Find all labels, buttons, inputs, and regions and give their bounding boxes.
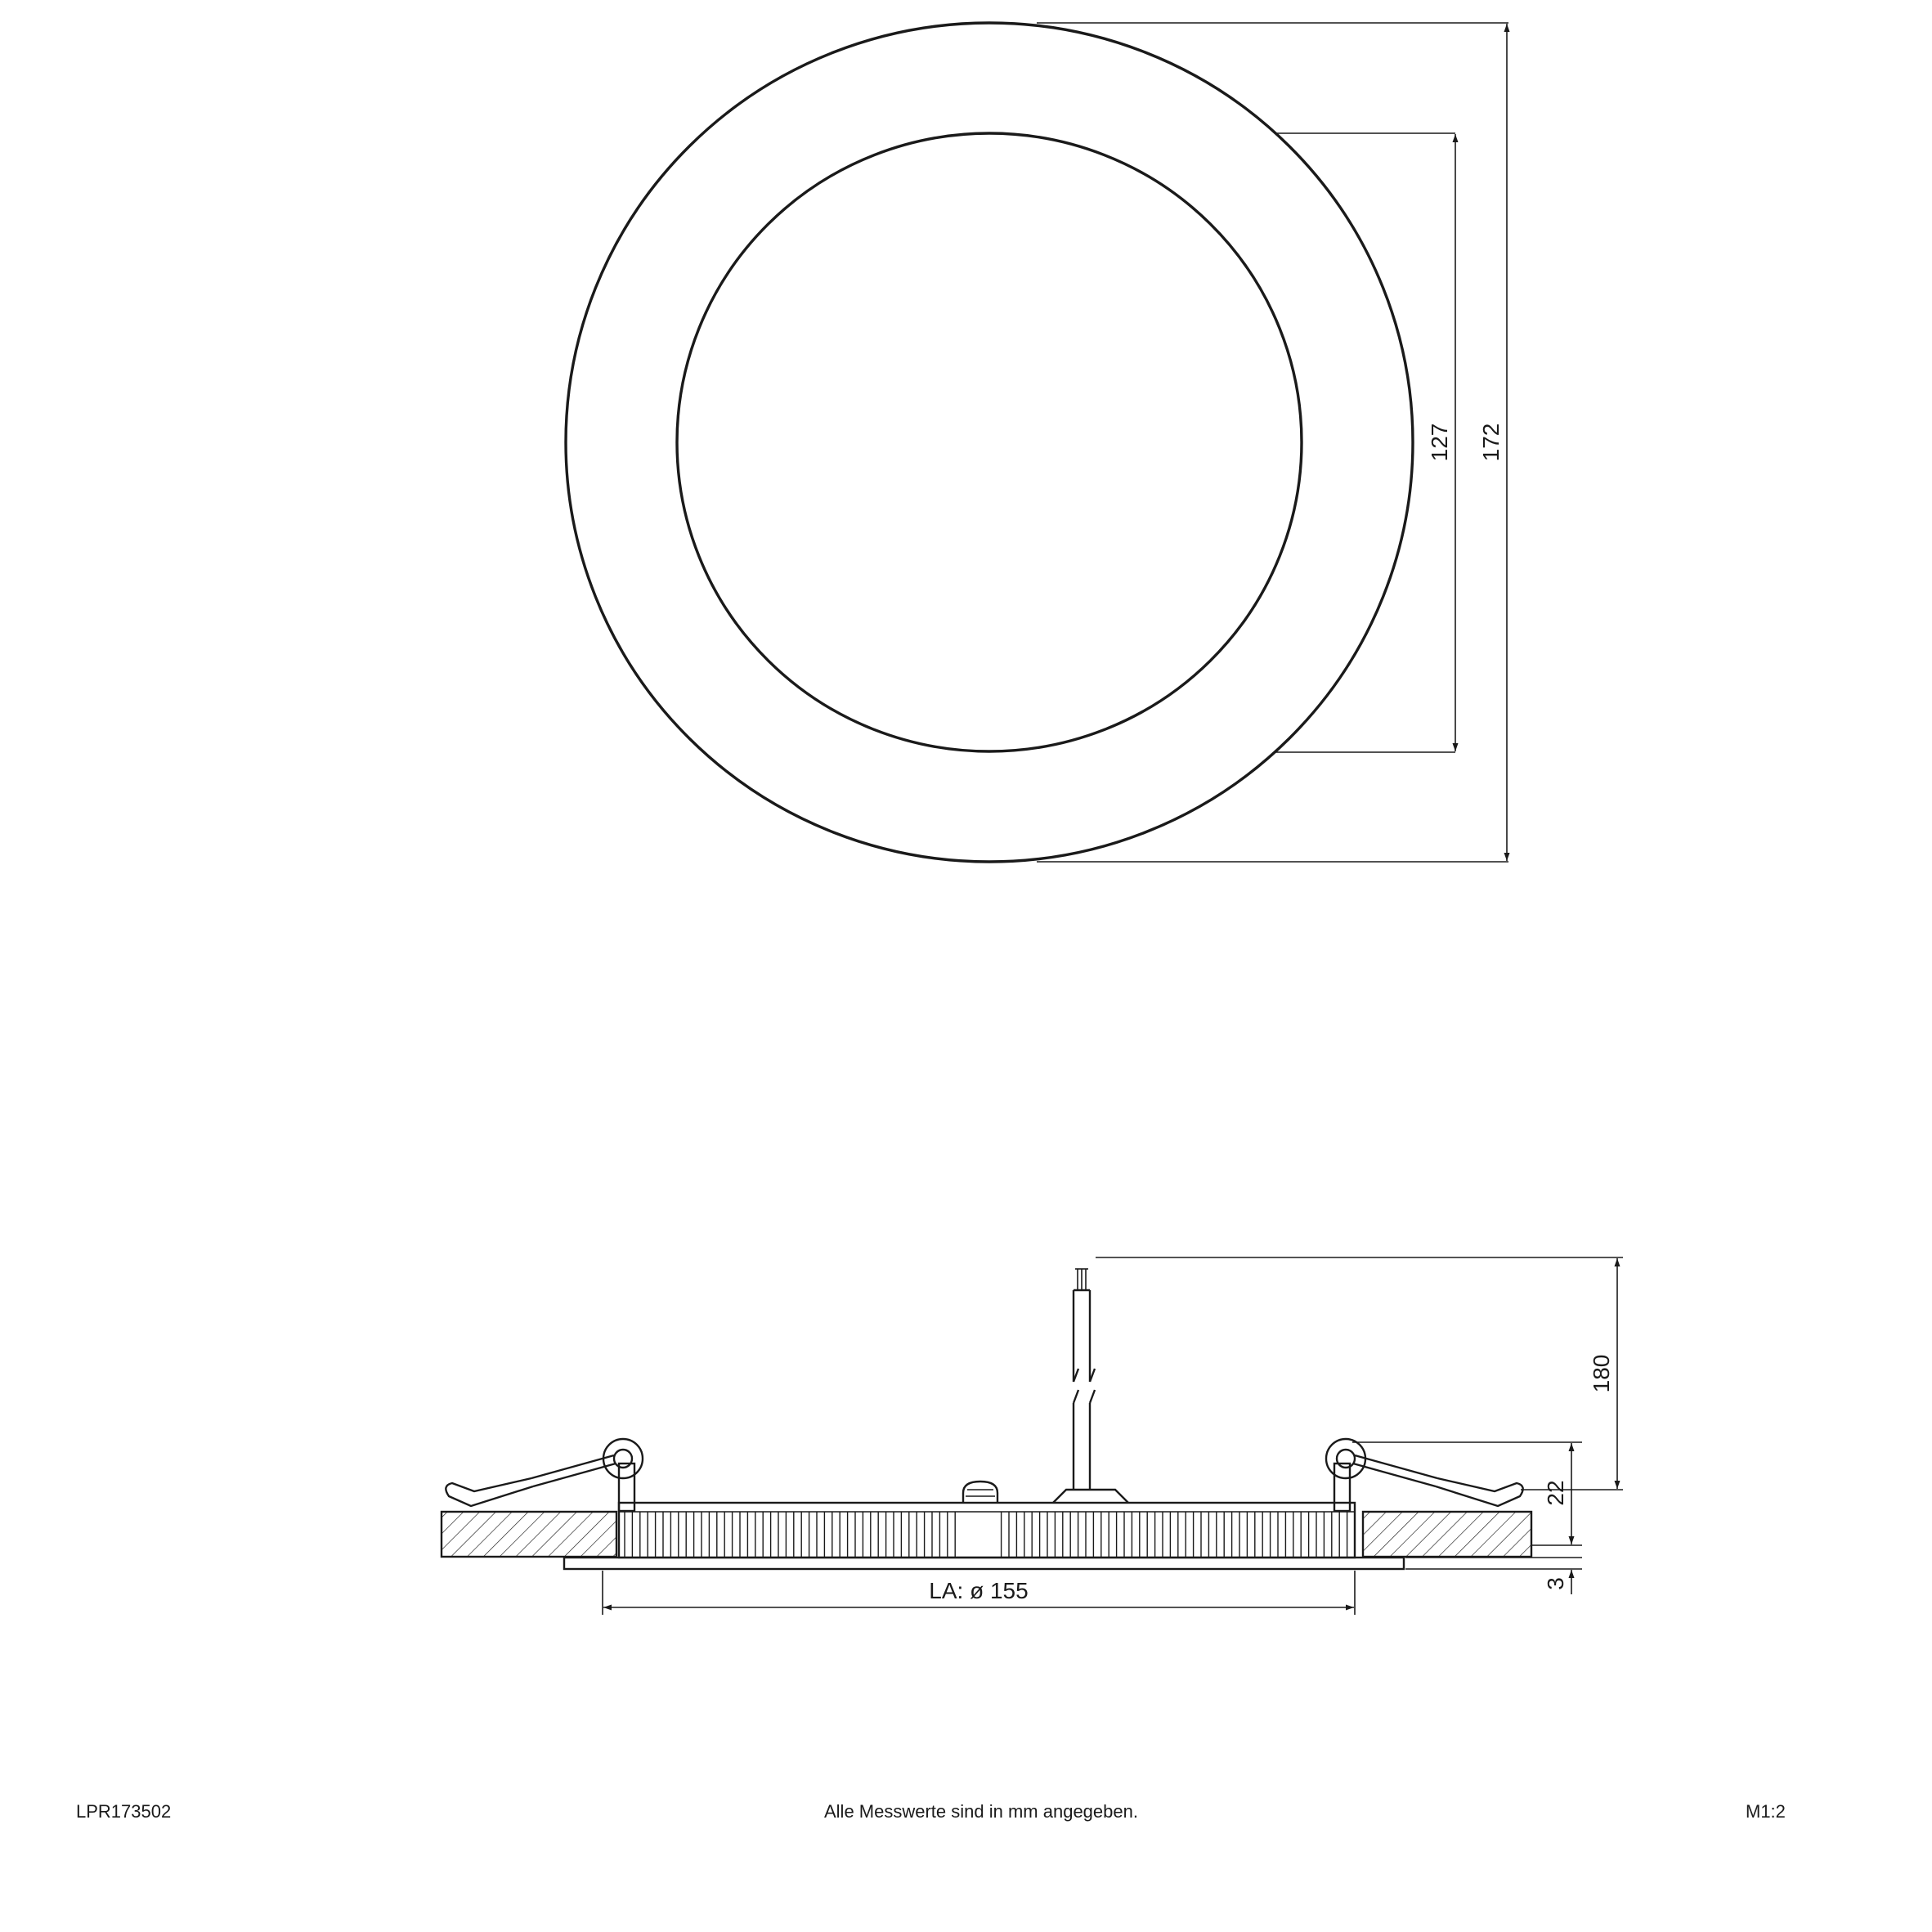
article-number: LPR173502 bbox=[76, 1801, 172, 1822]
top-view bbox=[566, 23, 1508, 862]
dimension-cable-label: 180 bbox=[1589, 1354, 1614, 1393]
cooling-fins bbox=[625, 1512, 1347, 1558]
dimension-cutout-label: LA: ø 155 bbox=[929, 1578, 1029, 1603]
ceiling-right bbox=[1363, 1512, 1531, 1557]
measurement-note: Alle Messwerte sind in mm angegeben. bbox=[824, 1801, 1138, 1822]
side-view bbox=[442, 1257, 1623, 1615]
ceiling-left bbox=[442, 1512, 616, 1557]
spring-clip-right bbox=[1326, 1439, 1523, 1511]
luminaire-body bbox=[619, 1503, 1355, 1558]
dimension-height-label: 22 bbox=[1543, 1480, 1568, 1506]
spring-clip-left bbox=[446, 1439, 643, 1511]
cable bbox=[1053, 1269, 1128, 1503]
scale-label: M1:2 bbox=[1746, 1801, 1786, 1822]
inner-ring bbox=[677, 133, 1302, 751]
dimension-outer-label: 172 bbox=[1478, 423, 1504, 462]
dimension-inner-label: 127 bbox=[1427, 423, 1452, 462]
outer-ring bbox=[566, 23, 1413, 862]
dimension-flange-label: 3 bbox=[1543, 1577, 1568, 1590]
screw bbox=[963, 1481, 997, 1503]
flange bbox=[564, 1558, 1404, 1569]
